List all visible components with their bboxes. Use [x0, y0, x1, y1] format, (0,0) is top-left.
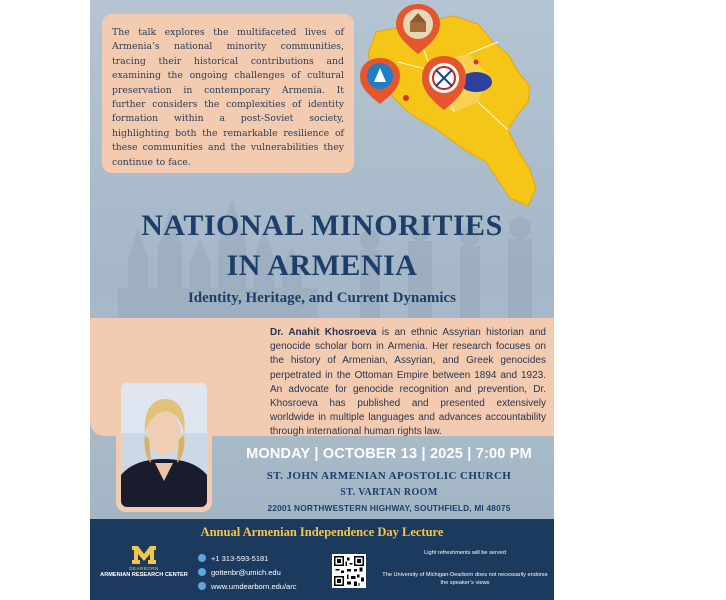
- email-address: gottenbr@umich.edu: [211, 567, 281, 577]
- globe-icon: [198, 582, 206, 590]
- logo-dearborn-text: DEARBORN: [129, 566, 159, 571]
- phone-number: +1 313-593-5181: [211, 553, 269, 563]
- refreshments-note: Light refreshments will be served: [424, 550, 506, 556]
- lecture-title: Annual Armenian Independence Day Lecture: [200, 525, 444, 539]
- speaker-photo: [121, 383, 207, 507]
- qr-code-icon: [332, 554, 366, 588]
- title-line-1: NATIONAL MINORITIES: [141, 209, 503, 242]
- phone-icon: [198, 554, 206, 562]
- event-poster: [90, 0, 554, 600]
- speaker-name: Dr. Anahit Khosroeva: [270, 327, 377, 338]
- armenia-map-illustration: [358, 2, 554, 212]
- intro-description-box: [102, 14, 354, 173]
- contact-phone: [198, 552, 268, 564]
- endorsement-disclaimer: The University of Michigan-Dearborn does not necessarily endorse the speaker’s views: [382, 572, 548, 586]
- event-date-time: MONDAY | OCTOBER 13 | 2025 | 7:00 PM: [246, 446, 532, 462]
- speaker-bio-text: is an ethnic Assyrian historian and genocide scholar born in Armenia. Her research focuses on the history of Armenian, Assyrian, and Greek genocides perpetrated in the Ottoman Empire between 1894 and 1923. An advocate for genocide recognition and prevention, Dr. Khosroeva has published and presented extensively worldwide in multiple languages and advances accountability through international human rights law.: [270, 327, 546, 438]
- contact-email: [198, 566, 281, 578]
- michigan-m-logo-icon: [131, 545, 157, 565]
- title-line-2: IN ARMENIA: [226, 249, 418, 282]
- speaker-bio: [270, 326, 546, 440]
- website-url: www.umdearborn.edu/arc: [211, 581, 297, 591]
- footer-band: [90, 519, 554, 600]
- speaker-photo-frame: [116, 378, 212, 512]
- page-title: [90, 206, 554, 286]
- venue-room: ST. VARTAN ROOM: [340, 487, 438, 498]
- page-subtitle: Identity, Heritage, and Current Dynamics: [187, 290, 457, 306]
- contact-website: [198, 580, 296, 592]
- arc-logo: [98, 545, 190, 578]
- email-icon: [198, 568, 206, 576]
- armenia-map-shape: [368, 16, 536, 206]
- venue-address: 22001 NORTHWESTERN HIGHWAY, SOUTHFIELD, MI 48075: [267, 503, 511, 513]
- intro-description: The talk explores the multifaceted lives of Armenia’s national minority communities, tracing their historical contributions and examining the ongoing challenges of cultural preservation in contemporary Armenia. It further considers the complexities of identity formation within a post-Soviet society, highlighting both the remarkable resilience of these communities and the vulnerabilities they continue to face.: [112, 27, 344, 168]
- venue-name: ST. JOHN ARMENIAN APOSTOLIC CHURCH: [266, 470, 512, 482]
- logo-center-name: ARMENIAN RESEARCH CENTER: [100, 572, 188, 578]
